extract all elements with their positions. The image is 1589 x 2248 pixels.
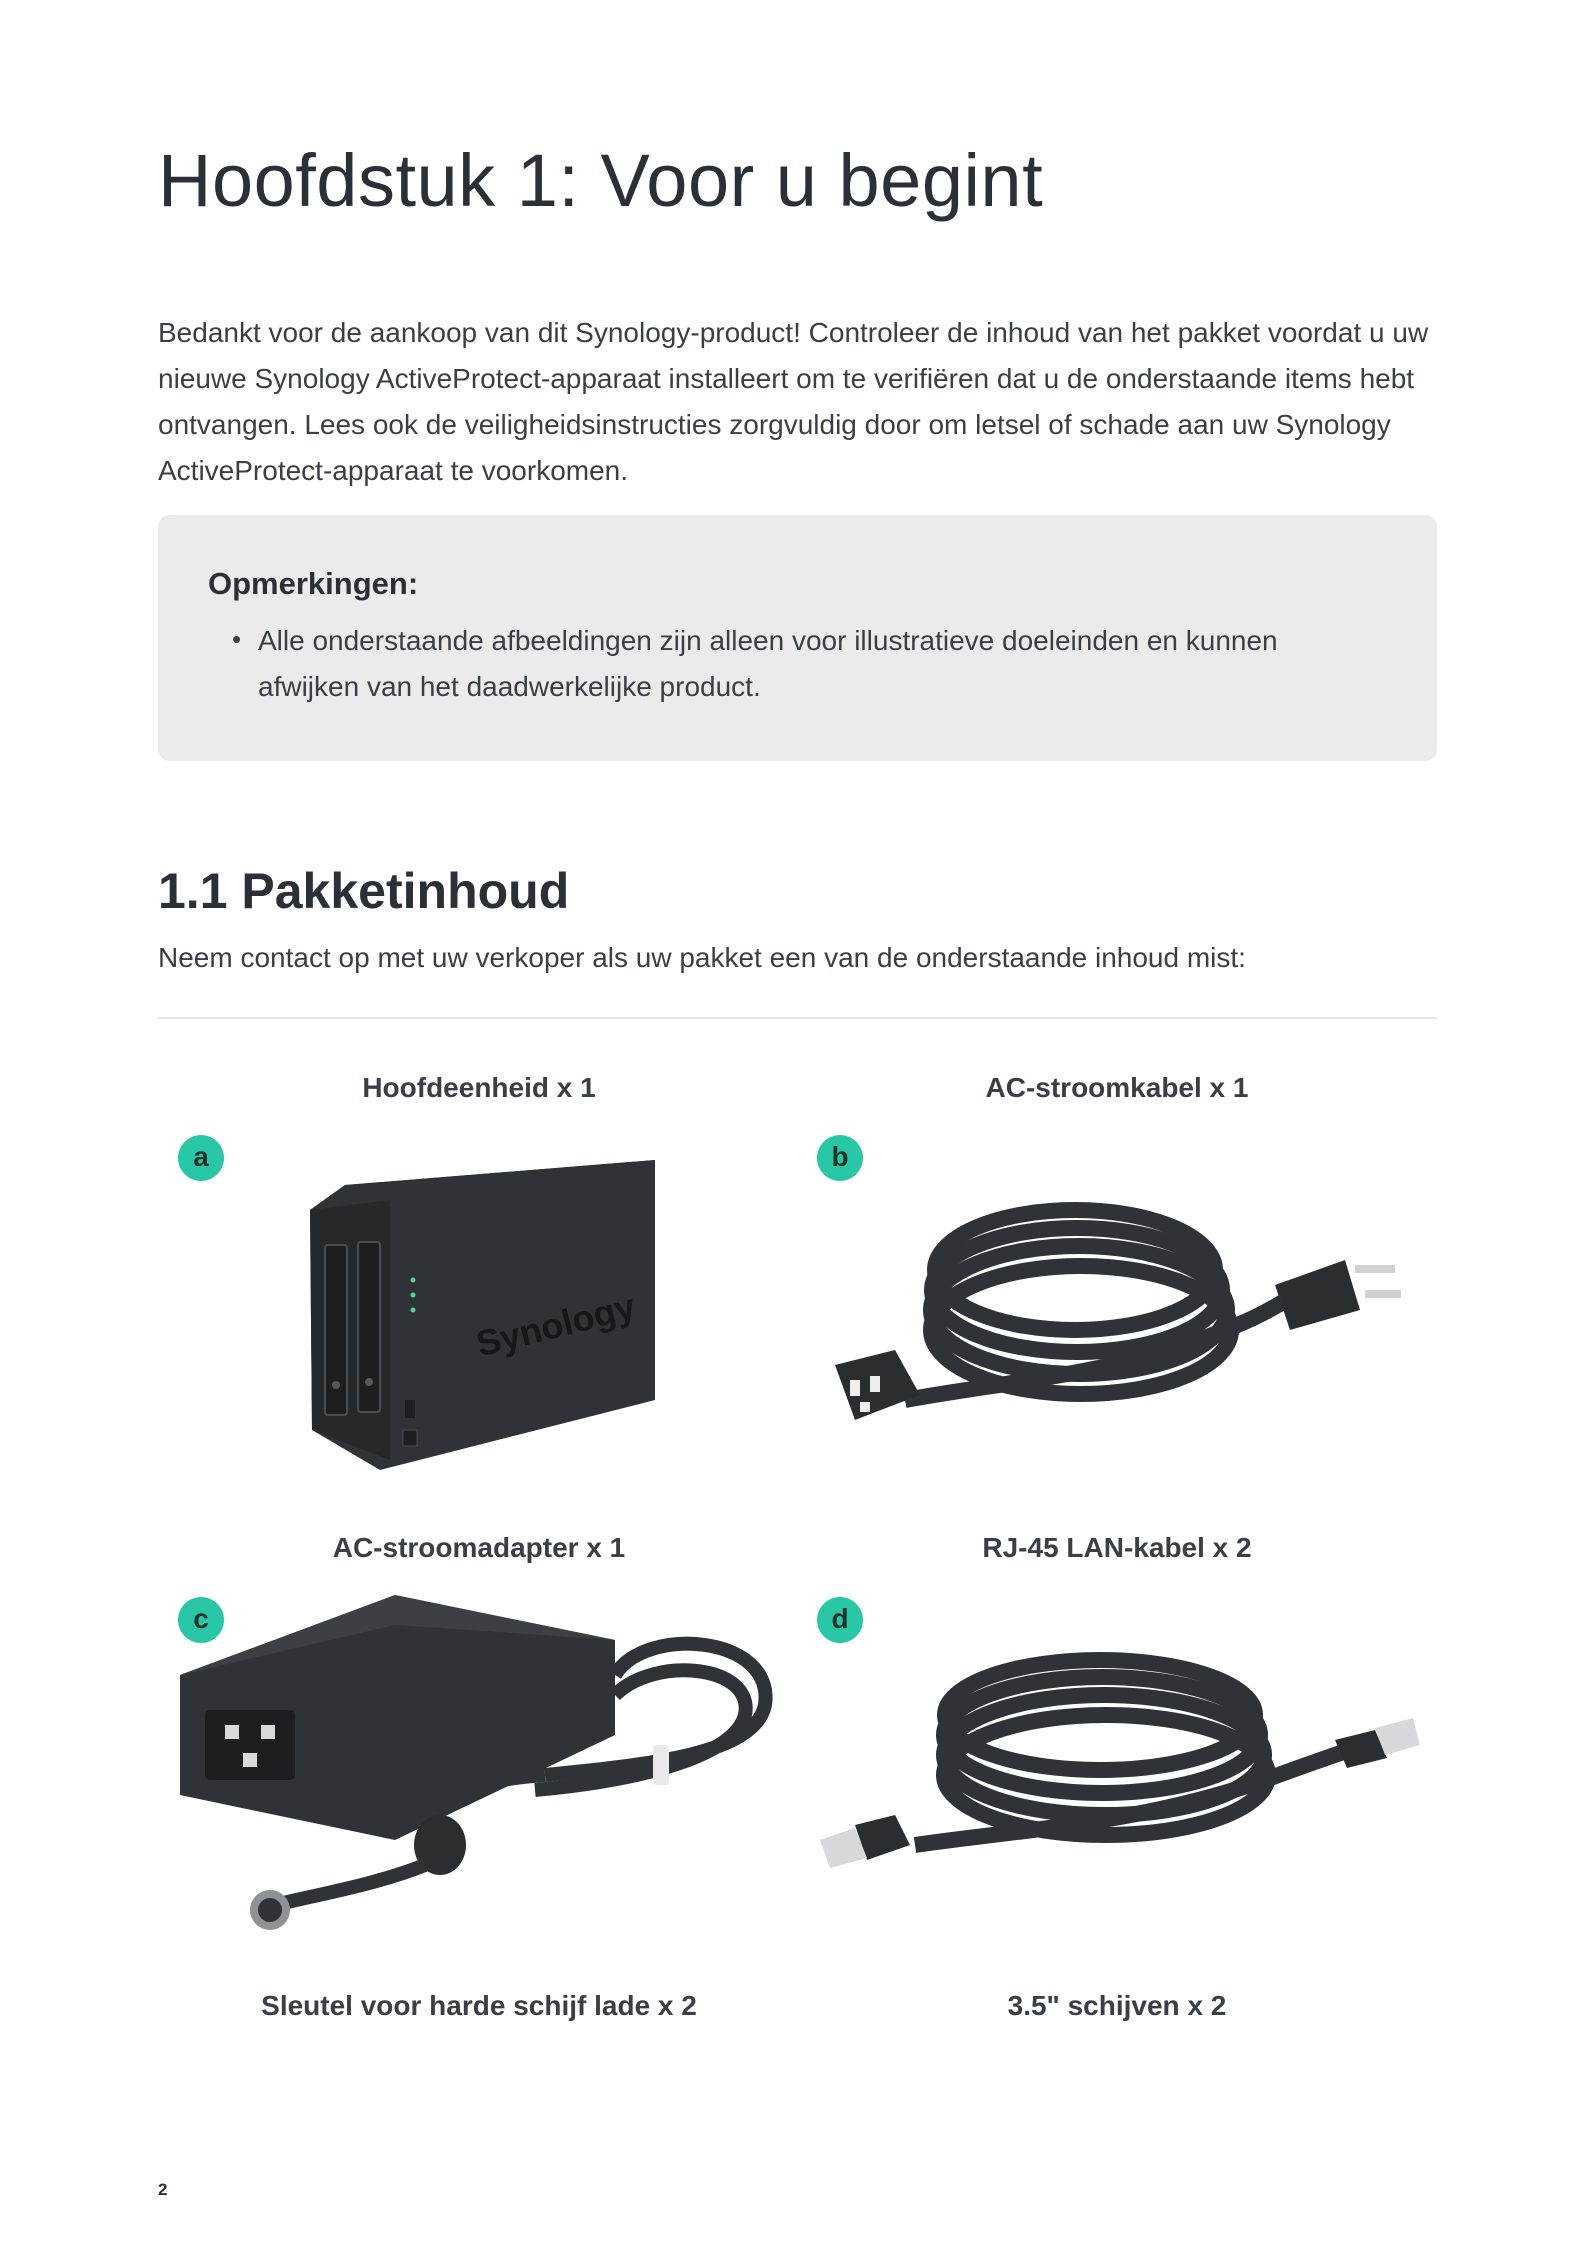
nas-device-icon — [300, 1130, 670, 1480]
intro-paragraph: Bedankt voor de aankoop van dit Synology-product! Controleer de inhoud van het pakket voordat u uw nieuwe Synology ActiveProtect-apparaat installeert om te verifiëren dat u de onderstaande items hebt ontvangen. Lees ook de veiligheidsinstructies zorgvuldig door om letsel of schade aan uw Synology ActiveProtect-apparaat te voorkomen. — [158, 317, 1429, 486]
page-number: 2 — [158, 2180, 168, 2199]
device-brand-text: Synology — [472, 1285, 640, 1365]
badge-b: b — [817, 1135, 863, 1181]
item-label-main-unit: Hoofdeenheid x 1 — [362, 1072, 596, 1103]
divider — [158, 1017, 1437, 1019]
badge-a: a — [178, 1135, 224, 1181]
chapter-title: Hoofdstuk 1: Voor u begint — [158, 139, 1044, 222]
badge-d: d — [817, 1597, 863, 1643]
lan-cable-icon — [815, 1640, 1425, 1900]
item-label-power-adapter: AC-stroomadapter x 1 — [332, 1532, 626, 1563]
notes-title: Opmerkingen: — [208, 566, 419, 601]
section-subtitle: Neem contact op met uw verkoper als uw pakket een van de onderstaande inhoud mist: — [158, 942, 1246, 973]
item-label-drives: 3.5" schijven x 2 — [1007, 1990, 1227, 2021]
item-label-power-cord: AC-stroomkabel x 1 — [985, 1072, 1249, 1103]
power-adapter-icon — [175, 1595, 795, 1935]
item-label-tray-key: Sleutel voor harde schijf lade x 2 — [261, 1990, 697, 2021]
item-label-lan-cable: RJ-45 LAN-kabel x 2 — [982, 1532, 1252, 1563]
power-cord-icon — [815, 1180, 1425, 1440]
section-title: 1.1 Pakketinhoud — [158, 863, 570, 919]
notes-item: Alle onderstaande afbeeldingen zijn alleen voor illustratieve doeleinden en kunnen afwijken van het daadwerkelijke product. — [258, 625, 1278, 702]
bullet-icon: • — [232, 624, 242, 654]
badge-c: c — [178, 1597, 224, 1643]
